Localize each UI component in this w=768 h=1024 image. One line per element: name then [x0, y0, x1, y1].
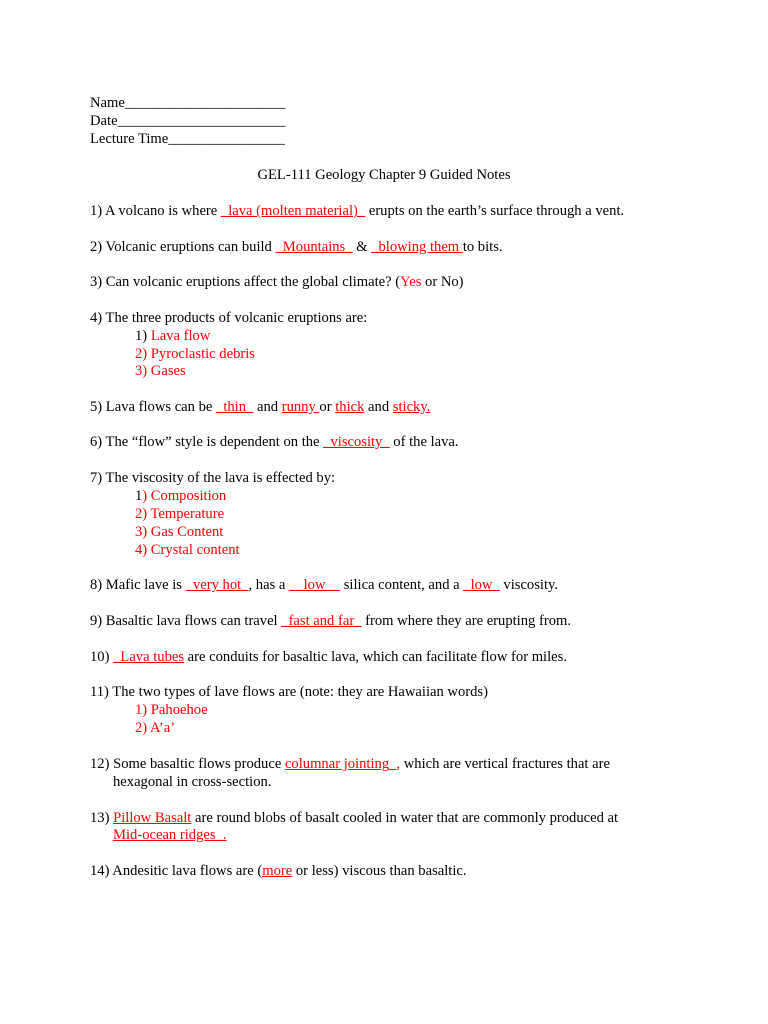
q7-item-1 — [135, 487, 226, 505]
q8-text: 8) Mafic lave is — [90, 577, 186, 593]
q1-text: 1) A volcano is where — [90, 203, 221, 219]
q4-item-1 — [135, 327, 210, 345]
q4-item-1-answer: Lava flow — [150, 328, 211, 344]
q14-text: 14) Andesitic lava flows are ( — [90, 863, 263, 879]
q5-answer-1: _thin_ — [216, 399, 254, 415]
question-1 — [90, 202, 624, 220]
q8-text-end: viscosity. — [499, 577, 559, 593]
q3-text: 3) Can volcanic eruptions affect the global climate? ( — [90, 274, 401, 290]
q5-answer-2: runny — [281, 399, 320, 415]
q3-text-end: or No) — [421, 274, 464, 290]
q5-text-4: and — [364, 399, 393, 415]
q6-answer: _viscosity_ — [323, 434, 390, 450]
q5-answer-3: thick — [335, 399, 365, 415]
q14-answer: more — [262, 863, 293, 879]
question-14 — [90, 862, 467, 880]
question-3 — [90, 273, 464, 291]
question-9 — [90, 612, 571, 630]
q7-item-1-answer: ) Composition — [142, 488, 227, 504]
question-5 — [90, 398, 430, 416]
q5-text-3: or — [319, 399, 336, 415]
q9-answer: _fast and far_ — [281, 613, 362, 629]
q7-item-4: 4) Crystal content — [135, 542, 240, 558]
name-field: Name______________________ — [90, 95, 286, 111]
question-12 — [90, 755, 610, 773]
q7-item-1-number: 1 — [135, 488, 143, 504]
q7-item-3: 3) Gas Content — [135, 524, 224, 540]
q4-item-3: 3) Gases — [135, 363, 186, 379]
question-13 — [90, 809, 618, 827]
q6-text-end: of the lava. — [389, 434, 459, 450]
q13-text: 13) — [90, 810, 114, 826]
question-6 — [90, 433, 459, 451]
page-title: GEL-111 Geology Chapter 9 Guided Notes — [257, 167, 511, 183]
q5-text: 5) Lava flows can be — [90, 399, 217, 415]
q4-item-2: 2) Pyroclastic debris — [135, 346, 255, 362]
q12-text: 12) Some basaltic flows produce — [90, 756, 285, 772]
q12-answer: columnar jointing_, — [284, 756, 401, 772]
q10-text-end: are conduits for basaltic lava, which can facilitate flow for miles. — [184, 649, 567, 665]
question-7: 7) The viscosity of the lava is effected by: — [90, 470, 336, 486]
question-2 — [90, 238, 503, 256]
q11-item-1: 1) Pahoehoe — [135, 702, 208, 718]
lecture-time-field: Lecture Time________________ — [90, 131, 285, 147]
q10-text: 10) — [90, 649, 114, 665]
q1-text-end: erupts on the earth’s surface through a vent. — [365, 203, 625, 219]
question-10 — [90, 648, 567, 666]
q12-text-end: which are vertical fractures that are — [400, 756, 610, 772]
q11-item-2: 2) A’a’ — [135, 720, 176, 736]
q1-answer: _lava (molten material)_ — [220, 203, 366, 219]
q8-answer-1: _very hot_ — [185, 577, 249, 593]
q14-text-end: or less) viscous than basaltic. — [292, 863, 467, 879]
q8-text-2: , has a — [248, 577, 289, 593]
q2-answer-1: _Mountains_ — [275, 239, 353, 255]
q5-answer-4: sticky. — [392, 399, 431, 415]
q13-answer-2: Mid-ocean ridges_. — [113, 827, 227, 843]
q2-text-end: to bits. — [462, 239, 503, 255]
q2-answer-2: _blowing them — [371, 239, 463, 255]
q8-answer-3: _low_ — [463, 577, 500, 593]
q8-answer-2: __low__ — [289, 577, 341, 593]
date-field: Date_______________________ — [90, 113, 286, 129]
q7-item-2: 2) Temperature — [135, 506, 225, 522]
q2-text: 2) Volcanic eruptions can build — [90, 239, 276, 255]
q6-text: 6) The “flow” style is dependent on the — [90, 434, 324, 450]
q4-item-1-number: 1) — [135, 328, 151, 344]
q3-answer: Yes — [400, 274, 422, 290]
q8-text-3: silica content, and a — [340, 577, 464, 593]
q10-answer: _Lava tubes — [113, 649, 185, 665]
q13-answer: Pillow Basalt — [113, 810, 192, 826]
question-11: 11) The two types of lave flows are (note: they are Hawaiian words) — [90, 684, 488, 700]
q13-text-end: are round blobs of basalt cooled in water that are commonly produced at — [191, 810, 619, 826]
question-4: 4) The three products of volcanic eruptions are: — [90, 310, 368, 326]
question-8 — [90, 576, 558, 594]
q9-text-end: from where they are erupting from. — [361, 613, 572, 629]
q5-text-2: and — [253, 399, 282, 415]
q12-line-2: hexagonal in cross-section. — [113, 774, 272, 790]
q2-text-mid: & — [352, 239, 372, 255]
q9-text: 9) Basaltic lava flows can travel — [90, 613, 282, 629]
